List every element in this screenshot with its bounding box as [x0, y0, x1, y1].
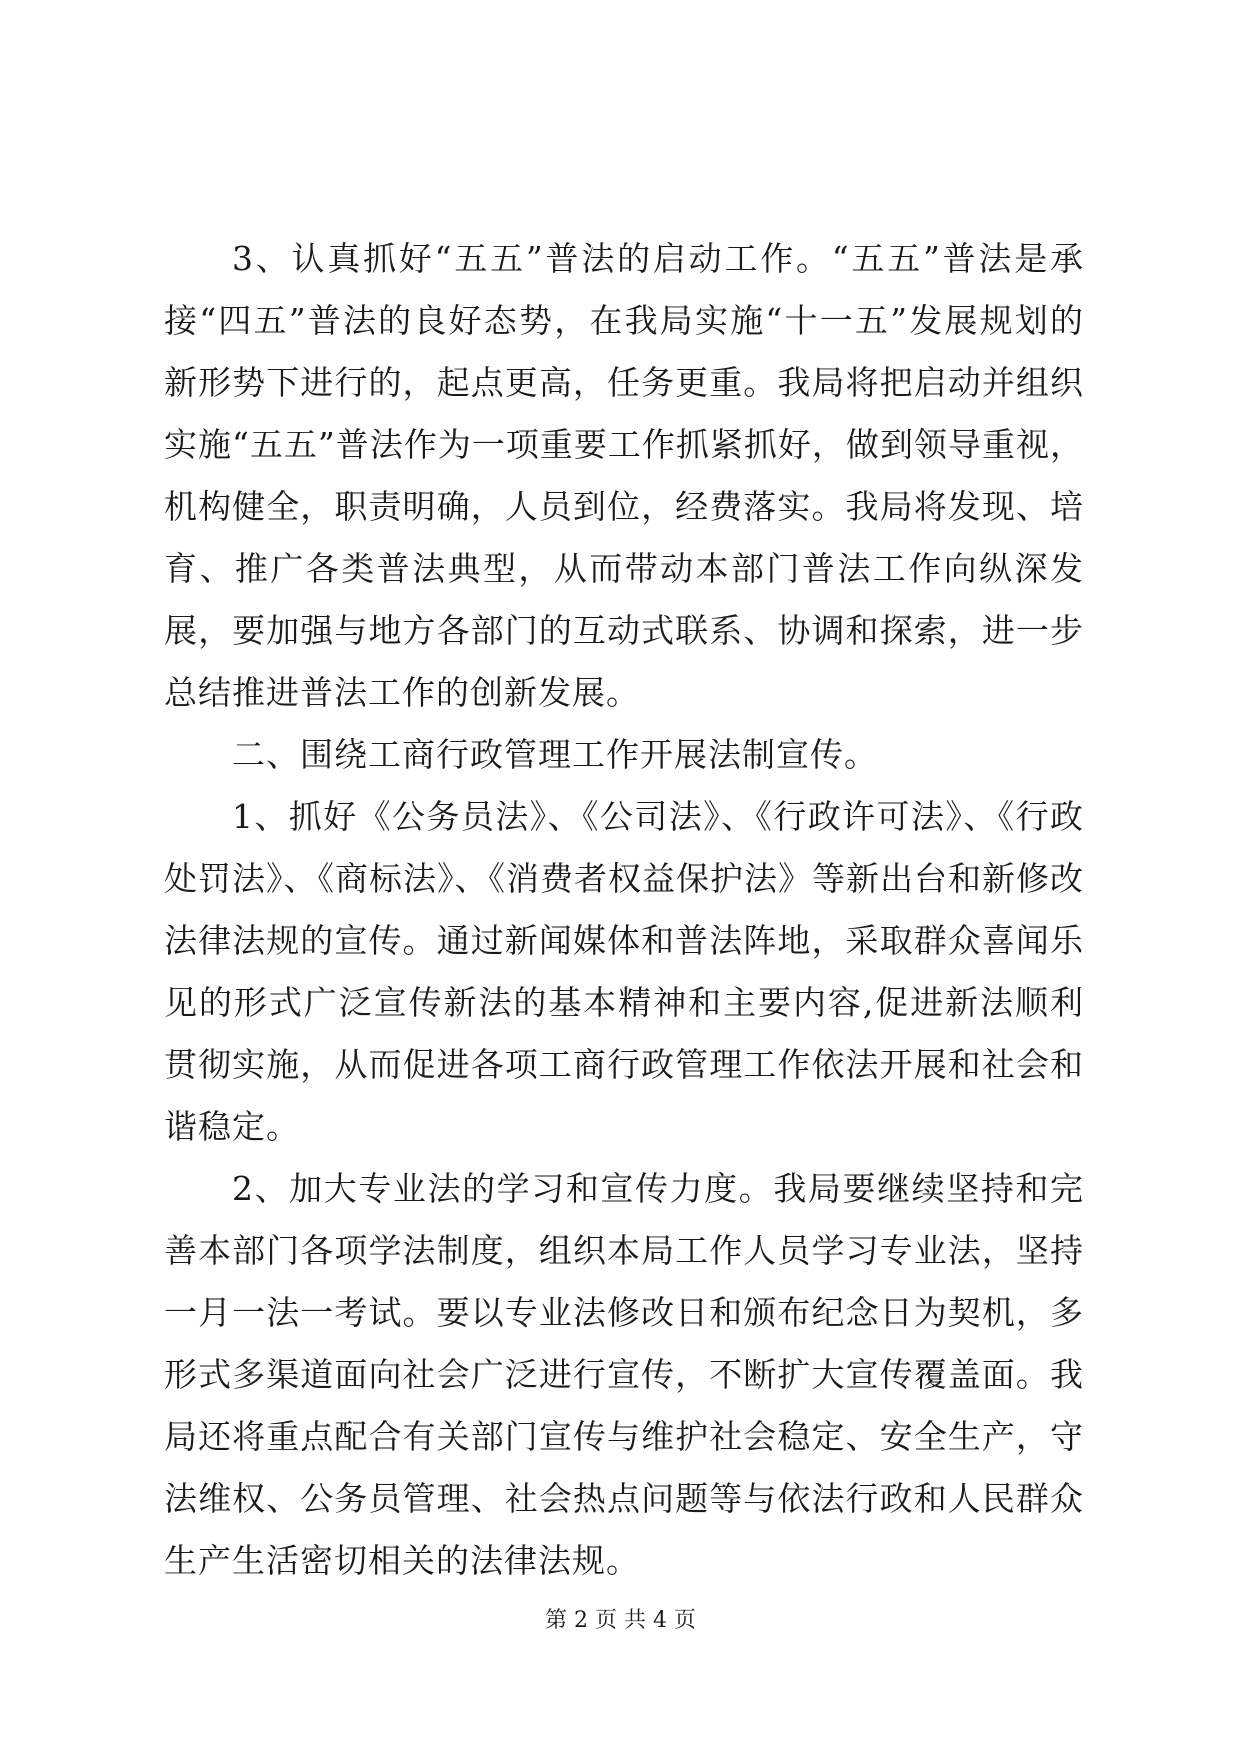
- page-number-footer: 第 2 页 共 4 页: [545, 1608, 696, 1633]
- paragraph-section-heading: 二、围绕工商行政管理工作开展法制宣传。: [232, 735, 878, 774]
- paragraph-professional-law: 2、加大专业法的学习和宣传力度。我局要继续坚持和完善本部门各项学法制度，组织本局工作人员学习专业法，坚持一月一法一考试。要以专业法修改日和颁布纪念日为契机，多形式多渠道面向社会广泛进行宣传，不断扩大宣传覆盖面。我局还将重点配合有关部门宣传与维护社会稳定、安全生产，守法维权、公务员管理、社会热点问题等与依法行政和人民群众生产生活密切相关的法律法规。: [164, 1169, 1084, 1580]
- document-body: [164, 228, 1084, 1592]
- paragraph-new-laws: 1、抓好《公务员法》、《公司法》、《行政许可法》、《行政处罚法》、《商标法》、《消费者权益保护法》等新出台和新修改法律法规的宣传。通过新闻媒体和普法阵地，采取群众喜闻乐见的形式广泛宣传新法的基本精神和主要内容,促进新法顺利贯彻实施，从而促进各项工商行政管理工作依法开展和社会和谐稳定。: [164, 797, 1084, 1146]
- paragraph-start-work: 3、认真抓好“五五”普法的启动工作。“五五”普法是承接“四五”普法的良好态势，在我局实施“十一五”发展规划的新形势下进行的，起点更高，任务更重。我局将把启动并组织实施“五五”普法作为一项重要工作抓紧抓好，做到领导重视，机构健全，职责明确，人员到位，经费落实。我局将发现、培育、推广各类普法典型，从而带动本部门普法工作向纵深发展，要加强与地方各部门的互动式联系、协调和探索，进一步总结推进普法工作的创新发展。: [164, 239, 1084, 712]
